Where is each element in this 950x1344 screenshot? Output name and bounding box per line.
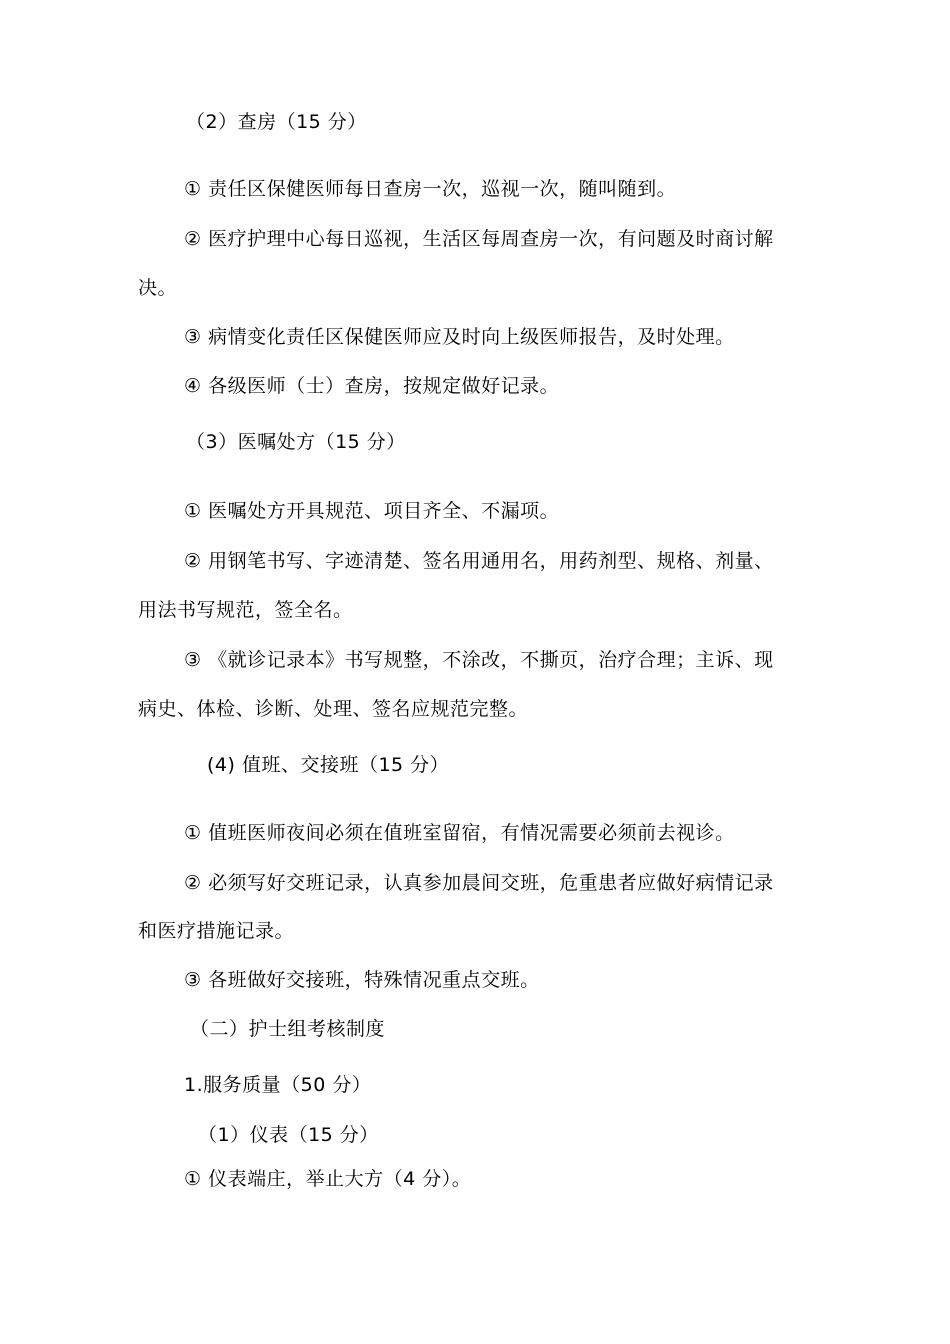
section-heading-service-quality: 1.服务质量（50 分） [184,1074,372,1096]
section-heading-appearance: （1）仪表（15 分） [198,1124,379,1146]
paragraph-line: ③ 《就诊记录本》书写规整，不涂改，不撕页，治疗合理；主诉、现 [184,649,774,671]
paragraph-line: ② 医疗护理中心每日巡视，生活区每周查房一次，有问题及时商讨解 [184,228,774,250]
paragraph-line: 和医疗措施记录。 [138,920,295,942]
paragraph-line: ① 医嘱处方开具规范、项目齐全、不漏项。 [184,500,560,522]
paragraph-line: ③ 各班做好交接班，特殊情况重点交班。 [184,969,540,991]
paragraph-line: ④ 各级医师（士）查房，按规定做好记录。 [184,375,560,397]
section-heading-prescriptions: （3）医嘱处方（15 分） [186,431,406,453]
paragraph-line: ① 值班医师夜间必须在值班室留宿，有情况需要必须前去视诊。 [184,822,735,844]
paragraph-line: 病史、体检、诊断、处理、签名应规范完整。 [138,698,529,720]
paragraph-line: ② 必须写好交班记录，认真参加晨间交班，危重患者应做好病情记录 [184,872,774,894]
paragraph-line: 决。 [138,277,178,299]
section-heading-nurse-assessment: （二）护士组考核制度 [190,1018,386,1040]
paragraph-line: ② 用钢笔书写、字迹清楚、签名用通用名，用药剂型、规格、剂量、 [184,550,774,572]
paragraph-line: 用法书写规范，签全名。 [138,599,353,621]
paragraph-line: ① 责任区保健医师每日查房一次，巡视一次，随叫随到。 [184,178,677,200]
section-heading-ward-rounds: （2）查房（15 分） [186,111,367,133]
section-heading-duty-handover: (4) 值班、交接班（15 分） [207,754,450,776]
paragraph-line: ③ 病情变化责任区保健医师应及时向上级医师报告，及时处理。 [184,326,735,348]
paragraph-line: ① 仪表端庄，举止大方（4 分）。 [184,1168,472,1190]
